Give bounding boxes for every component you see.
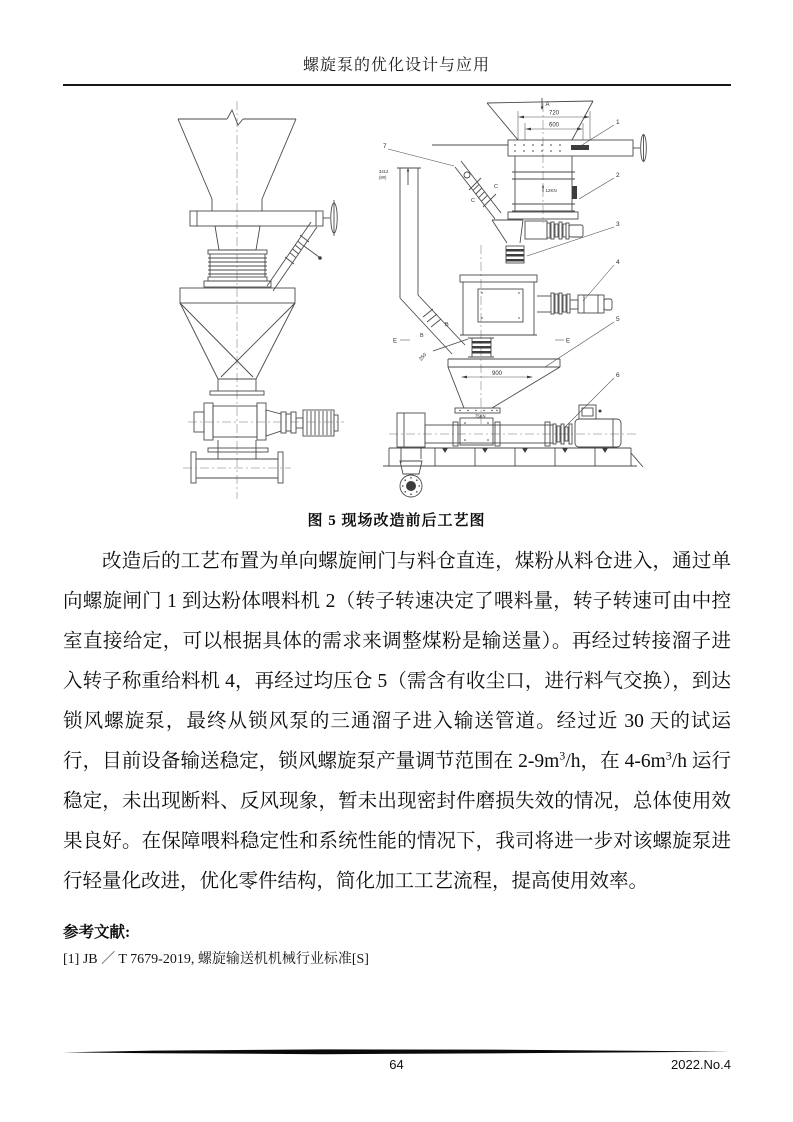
part-label-4: 4: [616, 259, 620, 266]
header-rule: [63, 84, 731, 86]
reference-item-1: [1] JB ／ T 7679-2019, 螺旋输送机机械行业标准[S]: [63, 952, 369, 967]
paragraph-segment-3: /h 运行稳定，未出现断料、反风现象，暂未出现密封件磨损失效的情况，总体使用效果良好。在保障喂料稳定性和系统性能的情况下，我司将进一步对该螺旋泵进行轻量化改进，优化零件结构，简化加工工艺流程，提高使用效率。: [63, 751, 731, 892]
part-label-1: 1: [616, 119, 620, 126]
section-c-label-1: C: [494, 184, 498, 190]
dim-720-label: 720: [548, 110, 560, 117]
footer-rule: [63, 1049, 731, 1055]
paragraph-segment-2: /h，在 4-6m: [565, 751, 666, 772]
section-c-label-2: C: [471, 198, 475, 204]
footer-page-number: 64: [389, 1057, 404, 1072]
dim-250-label: 250: [418, 352, 429, 363]
section-e-label-1: E: [393, 338, 398, 345]
process-diagram-before: [150, 95, 380, 505]
footer-issue-number: 2022.No.4: [671, 1057, 731, 1072]
pipe-spec-line1: 3412: [379, 169, 389, 174]
references-heading: 参考文献:: [63, 924, 131, 941]
dim-600-label: 600: [548, 122, 560, 129]
section-e-label-2: E: [566, 338, 571, 345]
dim-900-label: 900: [491, 371, 503, 377]
diagram-linework: [383, 98, 646, 497]
figure-caption: 图 5 现场改造前后工艺图: [307, 513, 486, 529]
part-label-5: 5: [616, 316, 620, 323]
section-b-label-1: B: [445, 322, 449, 328]
paragraph-segment-1: 改造后的工艺布置为单向螺旋闸门与料仓直连，煤粉从料仓进入，通过单向螺旋闸门 1 到达粉体喂料机 2（转子转速决定了喂料量，转子转速可由中控室直接给定，可以根据具体的需求来调整煤粉是输送量）。再经过转接溜子进入转子称重给料机 4，再经过均压仓 5（需含有收尘口，进行料气交换），到达锁风螺旋泵，最终从锁风泵的三通溜子进入输送管道。经过近 30 天的试运行，目前设备输送稳定，锁风螺旋泵产量调节范围在 2-9m: [63, 551, 731, 772]
load-12kn-label: 12KN: [545, 188, 557, 193]
body-paragraph: [63, 542, 731, 902]
load-75kn-label: 75KN: [475, 413, 486, 419]
superscript-cubed-1: 3: [559, 748, 566, 763]
part-label-6: 6: [616, 372, 620, 379]
view-a-label: A: [545, 102, 550, 108]
page-header-title: 螺旋泵的优化设计与应用: [302, 57, 490, 74]
part-label-2: 2: [616, 172, 620, 179]
section-b-label-2: B: [420, 333, 424, 339]
pipe-spec-line2: (8#): [379, 175, 387, 180]
superscript-cubed-2: 3: [665, 748, 672, 763]
part-label-3: 3: [616, 221, 620, 228]
process-diagram-after: [375, 95, 665, 505]
part-label-7: 7: [383, 143, 387, 150]
